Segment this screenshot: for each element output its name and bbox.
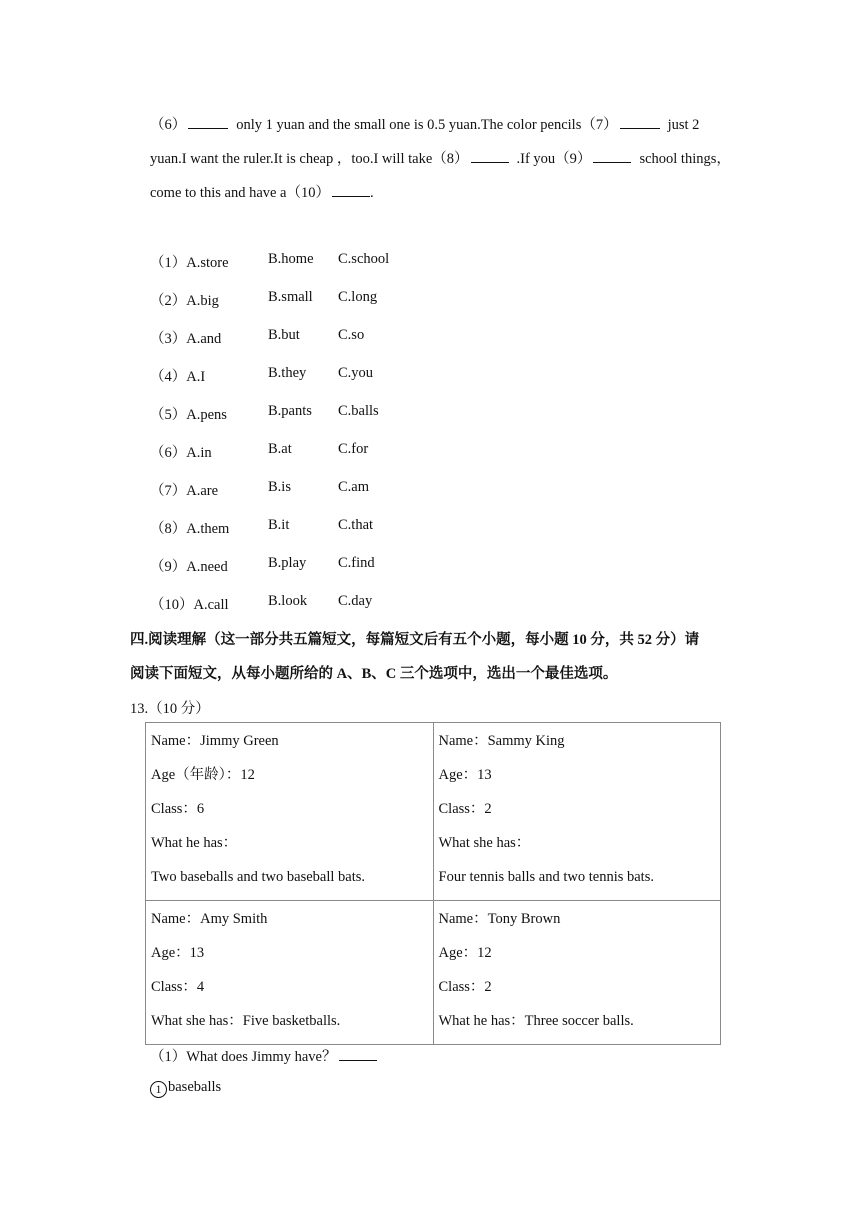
answer-blank-8[interactable]: [471, 150, 509, 163]
passage-text: yuan.I want the ruler.It is cheap ，too.I will take（8）: [150, 151, 469, 167]
answer-blank-q1[interactable]: [339, 1048, 377, 1061]
section-heading: 四.阅读理解（这一部分共五篇短文，每篇短文后有五个小题，每小题 10 分，共 52 分）请: [130, 632, 700, 648]
cell-line: Age（年龄）：12: [151, 767, 255, 783]
option-a: （10）A.call: [150, 597, 229, 613]
table-cell-amy: [146, 901, 434, 1045]
cell-line: Name：Sammy King: [438, 733, 565, 749]
option-b: B.is: [268, 479, 291, 495]
cell-line: What he has：: [151, 835, 238, 851]
option-a: （5）A.pens: [150, 407, 227, 423]
passage-text: only 1 yuan and the small one is 0.5 yuan.The color pencils（7）: [236, 117, 618, 133]
cell-line: Four tennis balls and two tennis bats.: [438, 869, 654, 885]
passage-line-3: [150, 181, 374, 202]
circled-number-icon: 1: [150, 1081, 167, 1098]
section-heading-cont: 阅读下面短文，从每小题所给的 A、B、C 三个选项中，选出一个最佳选项。: [130, 666, 618, 682]
cell-line: Name：Amy Smith: [151, 911, 268, 927]
option-b: B.it: [268, 517, 290, 533]
option-c: C.for: [338, 441, 369, 457]
choice-text: baseballs: [168, 1079, 222, 1095]
passage-text: .: [370, 185, 374, 201]
option-c: C.so: [338, 327, 365, 343]
answer-blank-10[interactable]: [332, 184, 370, 197]
option-c: C.day: [338, 593, 373, 609]
passage-text: school things，: [639, 151, 731, 167]
option-c: C.find: [338, 555, 375, 571]
passage-line-1: [150, 113, 699, 134]
option-c: C.am: [338, 479, 370, 495]
passage-text: just 2: [667, 117, 700, 133]
option-a: （7）A.are: [150, 483, 219, 499]
cell-line: Name：Jimmy Green: [151, 733, 279, 749]
cell-line: Class：2: [438, 979, 492, 995]
option-c: C.that: [338, 517, 374, 533]
cell-line: Class：4: [151, 979, 205, 995]
cell-line: What he has：Three soccer balls.: [438, 1013, 634, 1029]
table-row: [146, 901, 721, 1045]
passage-text: .If you（9）: [516, 151, 592, 167]
option-b: B.look: [268, 593, 308, 609]
cell-line: Age：12: [438, 945, 492, 961]
choice-row[interactable]: [150, 1079, 221, 1098]
question-label: 13.（10 分）: [130, 701, 210, 717]
cell-line: Name：Tony Brown: [438, 911, 561, 927]
option-b: B.play: [268, 555, 307, 571]
option-b: B.they: [268, 365, 307, 381]
cell-line: Age：13: [151, 945, 205, 961]
table-cell-tony: [433, 901, 721, 1045]
option-c: C.long: [338, 289, 378, 305]
cell-line: What she has：: [438, 835, 531, 851]
option-c: C.school: [338, 251, 390, 267]
option-b: B.small: [268, 289, 313, 305]
option-a: （1）A.store: [150, 255, 229, 271]
option-a: （9）A.need: [150, 559, 228, 575]
sub-question: [150, 1045, 377, 1066]
option-a: （6）A.in: [150, 445, 212, 461]
passage-text: come to this and have a（10）: [150, 185, 330, 201]
info-table: [145, 722, 721, 1045]
cell-line: Class：6: [151, 801, 205, 817]
passage-text: （6）: [150, 117, 187, 133]
answer-blank-9[interactable]: [593, 150, 631, 163]
option-b: B.but: [268, 327, 300, 343]
cell-line: Two baseballs and two baseball bats.: [151, 869, 366, 885]
option-b: B.home: [268, 251, 314, 267]
cell-line: Age：13: [438, 767, 492, 783]
table-cell-jimmy: [146, 723, 434, 901]
option-b: B.pants: [268, 403, 312, 419]
sub-question-text: （1）What does Jimmy have？: [150, 1049, 337, 1065]
option-c: C.balls: [338, 403, 379, 419]
option-a: （8）A.them: [150, 521, 230, 537]
answer-blank-6[interactable]: [188, 116, 228, 129]
option-c: C.you: [338, 365, 374, 381]
passage-line-2: [150, 147, 731, 168]
cell-line: Class：2: [438, 801, 492, 817]
table-row: [146, 723, 721, 901]
option-a: （3）A.and: [150, 331, 222, 347]
option-a: （4）A.I: [150, 369, 206, 385]
option-a: （2）A.big: [150, 293, 219, 309]
option-b: B.at: [268, 441, 292, 457]
answer-blank-7[interactable]: [620, 116, 660, 129]
cell-line: What she has：Five basketballs.: [151, 1013, 341, 1029]
table-cell-sammy: [433, 723, 721, 901]
